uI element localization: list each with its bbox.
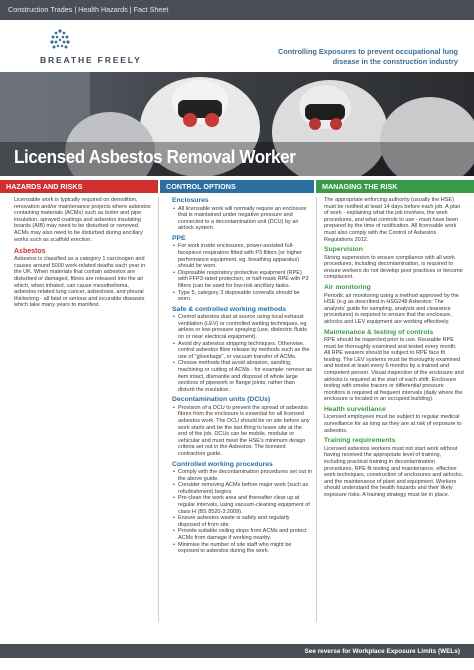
maintenance-heading: Maintenance & testing of controls xyxy=(324,328,434,336)
footer-text: See reverse for Workplace Exposure Limits (WELs) xyxy=(299,646,466,657)
list-item: • Choose methods that avoid abrasion, sanding, machining or cutting of ACMs - for example: remove as item intact, dismantle and disposal of whole large sections of pipework or flange joints, rather than disturb the insulation. xyxy=(178,360,312,393)
health-surveillance-heading: Health surveillance xyxy=(324,405,386,413)
decontamination-list xyxy=(172,405,312,458)
air-monitoring-heading: Air monitoring xyxy=(324,284,371,292)
decontamination-heading: Decontamination units (DCUs) xyxy=(172,396,271,404)
maintenance-text: RPE should be inspected prior to use. Reusable RPE must be thoroughly examined and tested every month. All RPE wearers should be subject to RPE face fit testing. The LEV systems must be thoroughly examined and tested at least every 6 months by a trained and competent person. Visual inspection of the enclosure and airlocks is required at the start of each shift. Enclosure testing with smoke tracers or differential pressure monitors is required at frequent intervals (daily where the enclosure is located in an occupied building). xyxy=(324,337,464,403)
enclosures-list xyxy=(172,206,312,232)
list-item: • Provision of a DCU to prevent the spread of asbestos fibres from the enclosure is essential for all licensed asbestos work. The DCU should be on site before any work starts and be the last thing to leave site at the end of the job. DCUs can be mobile, modular or vehicular and must meet the HSE's minimum design criteria set out in the Asbestos: The licensed contractors guide. xyxy=(178,405,312,458)
column-heading-control: CONTROL OPTIONS xyxy=(160,180,314,193)
list-item: • Pre-clean the work area and thereafter clear up at regular intervals, using vacuum-cleaning equipment of class H (BS 8520-3:2009). xyxy=(178,495,312,515)
procedures-heading: Controlled working procedures xyxy=(172,460,273,468)
asbestos-text: Asbestos is classified as a category 1 carcinogen and causes around 5000 work-related deaths each year in the UK. When materials that contain asbestos are disturbed or damaged, fibres are released into the air which, when inhaled, can cause mesothelioma, asbestos-related lung cancer, asbestosis, and pleural thickening - all fatal or serious and incurable diseases which take many years to manifest. xyxy=(14,256,146,309)
training-heading: Training requirements xyxy=(324,437,396,445)
list-item: • Control asbestos dust at source using local exhaust ventilation (LEV) or controlled wetting techniques, eg airless or low-pressure spraying (use, dielectric fluids on or near electrical equipment). xyxy=(178,314,312,340)
training-text: Licensed asbestos workers must not start work without having received the appropriate level of training, including practical training in decontamination procedures, RPE fit testing and maintenance, effective work techniques, construction of enclosures and airlocks, and the maintenance of plant and equipment. Workers should understand the health hazards and their likely exposure risks. A training strategy must be in place. xyxy=(324,445,464,498)
managing-intro: The appropriate enforcing authority (usually the HSE) must be notified at least 14 days before each job. A plan of work - explaining what the job involves, the work procedures, and what controls to use - must have been prepared by the time of notification. All licensable work must also comply with the Control of Asbestos Regulations 2012. xyxy=(324,197,461,243)
logo xyxy=(40,28,140,70)
list-item: • Provide suitable ceiling stops from ACMs and protect ACMs from damage if working nearby. xyxy=(178,528,312,541)
supervision-text: Strong supervision to ensure compliance with all work procedures, including decontamination, is required to ensure workers do not develop poor practices or become complacent. xyxy=(324,254,463,281)
column-heading-hazards: HAZARDS AND RISKS xyxy=(0,180,158,193)
managing-column xyxy=(324,197,464,498)
control-column xyxy=(172,197,312,555)
hazards-column xyxy=(14,197,154,309)
procedures-list xyxy=(172,469,312,555)
list-item: • Avoid dry asbestos stripping techniques. Otherwise, control asbestos fibre release by methods such as the use of "glovebags", or vacuum transfer of ACMs. xyxy=(178,341,312,361)
list-item: • All licensable work will normally require an enclosure that is maintained under negative pressure and connected to a decontamination unit (DCU) by an airlock system. xyxy=(178,206,312,232)
list-item: • Disposable respiratory protective equipment (RPE) with FFP3-rated protection, or half-mask RPE with P3 filters (can be used for low-risk ancillary tasks. xyxy=(178,270,312,290)
safe-methods-list xyxy=(172,314,312,393)
page-title: Licensed Asbestos Removal Worker xyxy=(14,146,296,167)
enclosures-heading: Enclosures xyxy=(172,197,209,204)
hazards-intro: Licensable work is typically required on demolition, renovation and/or maintenance projects where asbestos containing materials (ACMs) such as boiler and pipe insulation, sprayed coatings and asbestos insulating boards (AIB) may need to be disturbed or removed. ACMs may also need to be disturbed during ancillary works such as scaffold erection. xyxy=(14,197,151,243)
asbestos-heading: Asbestos xyxy=(14,248,46,256)
health-surveillance-text: Licensed employees must be subject to regular medical surveillance for as long as they are at risk of exposure to asbestos. xyxy=(324,414,462,434)
header xyxy=(0,20,474,72)
list-item: • Minimise the number of site staff who might be exposed to asbestos during the work. xyxy=(178,542,312,555)
top-bar xyxy=(0,0,474,20)
air-monitoring-text: Periodic air monitoring using a method approved by the HSE (e.g as described in HSG248 Asbestos: The analysts' guide for sampling, analysis and clearance procedures) is required to ensure that the enclosure, airlocks and LEV equipment are working effectively. xyxy=(324,292,459,325)
logo-lungs-icon xyxy=(48,28,72,52)
list-item: • Type 5, category 3 disposable coveralls should be worn. xyxy=(178,290,312,303)
list-item: • Consider removing ACMs before major work (such as refurbishment) begins. xyxy=(178,482,312,495)
tagline: Controlling Exposures to prevent occupational lung disease in the construction industry xyxy=(277,47,458,66)
list-item: • Ensure asbestos waste is safely and regularly disposed of from site. xyxy=(178,515,312,528)
list-item: • For work inside enclosures, power-assisted full-facepiece respirators fitted with P3 filters (or higher performance equipment, eg. breathing apparatus) should be worn. xyxy=(178,243,312,269)
footer xyxy=(0,636,474,670)
safe-methods-heading: Safe & controlled working methods xyxy=(172,305,287,313)
logo-text: BREATHE FREELY xyxy=(40,55,142,65)
list-item: • Comply with the decontamination procedures set out in the above guide. xyxy=(178,469,312,482)
ppe-heading: PPE xyxy=(172,234,186,242)
column-divider xyxy=(158,197,159,622)
column-heading-managing: MANAGING THE RISK xyxy=(316,180,474,193)
column-divider xyxy=(316,197,317,622)
ppe-list xyxy=(172,243,312,302)
top-bar-text: Construction Trades | Health Hazards | Fact Sheet xyxy=(8,5,169,14)
supervision-heading: Supervision xyxy=(324,246,363,254)
